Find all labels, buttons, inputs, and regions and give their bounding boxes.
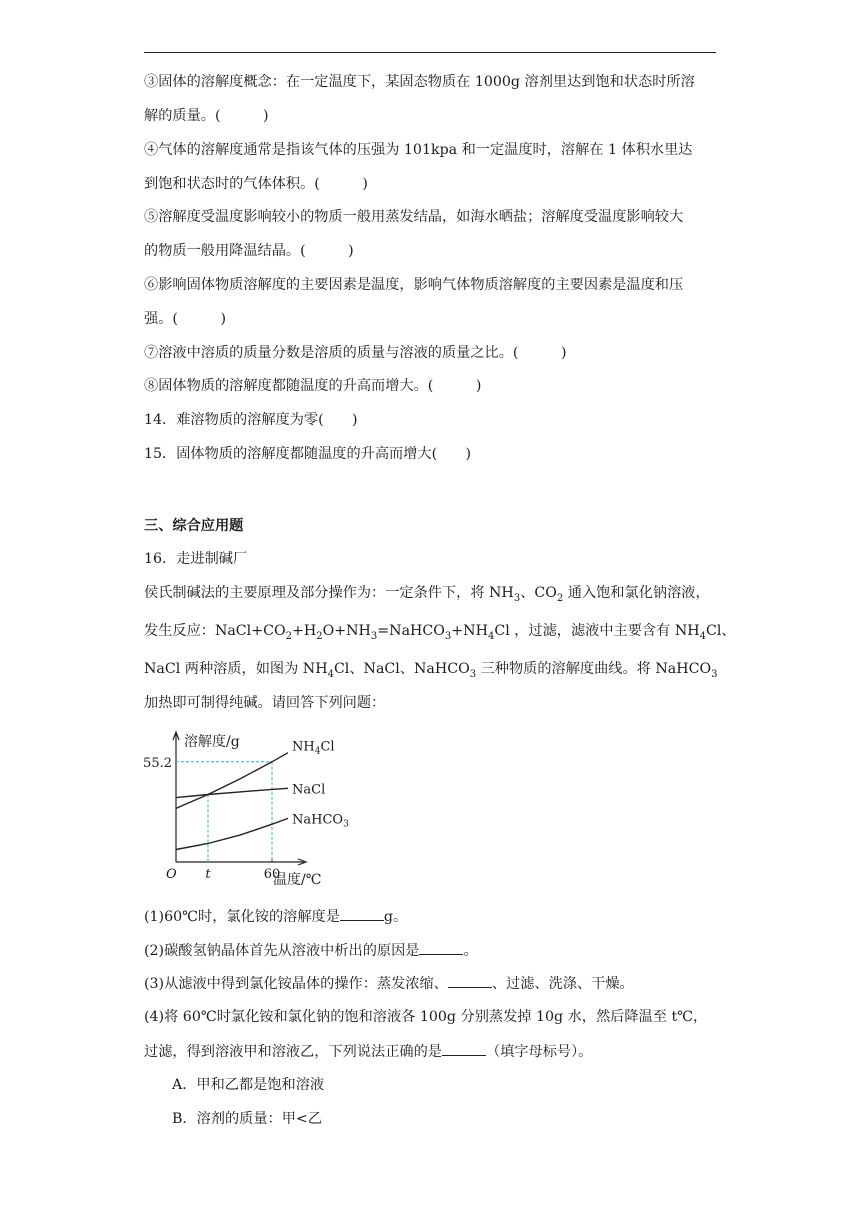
answer-blank-2[interactable] xyxy=(419,940,463,955)
section-3-heading: 三、综合应用题 xyxy=(144,518,244,534)
option-b[interactable]: B．溶剂的质量：甲<乙 xyxy=(172,1111,323,1127)
statement-3-line1: ③固体的溶解度概念：在一定温度下，某固态物质在 1000g 溶剂里达到饱和状态时所溶 xyxy=(144,74,695,90)
statement-6-line2: 强。( ) xyxy=(144,311,227,327)
sub-question-2: (2)碳酸氢钠晶体首先从溶液中析出的原因是 。 xyxy=(144,940,478,961)
x-tick-label: 60 xyxy=(263,867,281,882)
statement-5-line2: 的物质一般用降温结晶。( ) xyxy=(144,243,354,259)
origin-label: O xyxy=(166,867,177,882)
statement-4-line1: ④气体的溶解度通常是指该气体的压强为 101kpa 和一定温度时，溶解在 1 体积水里达 xyxy=(144,142,693,158)
series-line-nh4cl xyxy=(176,753,288,809)
series-line-nahco3 xyxy=(176,818,288,849)
option-a[interactable]: A．甲和乙都是饱和溶液 xyxy=(172,1077,325,1093)
series-label-nahco3: NaHCO$_3$ xyxy=(292,812,349,830)
question-16-paragraph-line1: 侯氏制碱法的主要原理及部分操作为：一定条件下，将 $NH_3$、$CO_2$ 通入饱和氯化钠溶液， xyxy=(144,585,710,604)
sub-question-1: (1)60℃时，氯化铵的溶解度是 g。 xyxy=(144,906,407,927)
sub-question-4-line1: (4)将 60℃时氯化铵和氯化钠的饱和溶液各 100g 分别蒸发掉 10g 水，然后降温至 t℃， xyxy=(144,1009,708,1025)
y-axis-label: 溶解度/g xyxy=(184,734,240,750)
question-15: 15．固体物质的溶解度都随温度的升高而增大( ) xyxy=(144,446,472,462)
statement-3-line2: 解的质量。( ) xyxy=(144,108,269,124)
sub-question-4-line2: 过滤，得到溶液甲和溶液乙，下列说法正确的是 （填字母标号）。 xyxy=(144,1041,592,1062)
statement-5-line1: ⑤溶解度受温度影响较小的物质一般用蒸发结晶，如海水晒盐；溶解度受温度影响较大 xyxy=(144,209,684,225)
question-16-title: 16．走进制碱厂 xyxy=(144,551,248,567)
answer-blank-1[interactable] xyxy=(340,906,384,921)
question-14: 14．难溶物质的溶解度为零( ) xyxy=(144,412,358,428)
statement-8: ⑧固体物质的溶解度都随温度的升高而增大。( ) xyxy=(144,378,482,394)
statement-6-line1: ⑥影响固体物质溶解度的主要因素是温度，影响气体物质溶解度的主要因素是温度和压 xyxy=(144,277,684,293)
sub-question-3: (3)从滤液中得到氯化铵晶体的操作：蒸发浓缩、 、过滤、洗涤、干燥。 xyxy=(144,973,634,994)
statement-7: ⑦溶液中溶质的质量分数是溶质的质量与溶液的质量之比。( ) xyxy=(144,345,567,361)
series-label-nacl: NaCl xyxy=(292,782,326,798)
question-16-paragraph-line3: NaCl 两种溶质，如图为 $NH_4Cl$、NaCl、NaHCO$_3$ 三种物质的溶解度曲线。将 NaHCO$_3$ xyxy=(144,661,718,680)
series-line-nacl xyxy=(176,788,288,797)
solubility-chart xyxy=(143,724,349,888)
statement-4-line2: 到饱和状态时的气体体积。( ) xyxy=(144,176,368,192)
y-tick-label: 55.2 xyxy=(143,755,172,771)
x-tick-label: t xyxy=(205,867,211,882)
header-rule xyxy=(144,52,716,53)
x-axis-label: 温度/℃ xyxy=(273,872,322,888)
series-label-nh4cl: $NH_4Cl$ xyxy=(292,739,335,757)
question-16-paragraph-line4: 加热即可制得纯碱。请回答下列问题： xyxy=(144,695,386,711)
answer-blank-3[interactable] xyxy=(448,973,492,988)
question-16-reaction-line: 发生反应：$NaCl+CO_2+H_2O+NH_3=NaHCO_3+NH_4Cl$ ，过滤，滤液中主要含有 $NH_4Cl$、 xyxy=(144,623,736,642)
answer-blank-4[interactable] xyxy=(442,1041,486,1056)
